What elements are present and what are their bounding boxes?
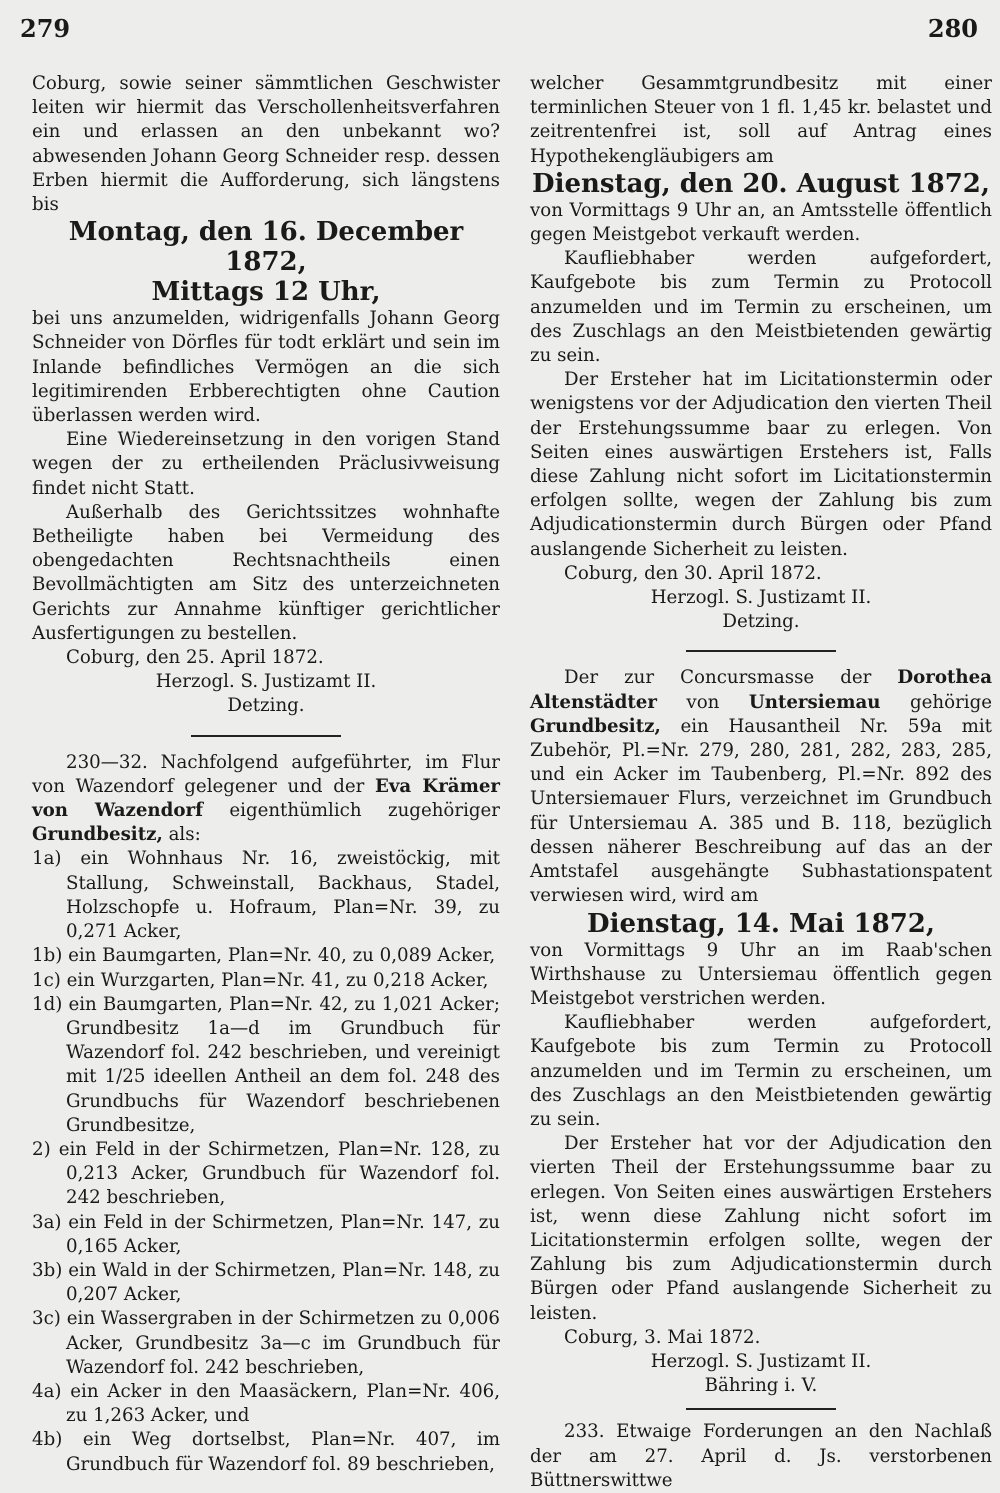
place-date: Coburg, den 25. April 1872. <box>66 647 324 669</box>
signer: Detzing. <box>227 695 305 717</box>
notice-intro: als: <box>168 824 201 846</box>
notice-text: ein Hausantheil Nr. 59a mit Zubehör, Pl.=Nr. 279, 280, 281, 282, 283, 285, und ein Acker im Taubenberg, Pl.=Nr. 892 des Untersiemauer Flurs, verzeichnet im Grundbuch für Untersiemau A. 385 und B. 118, bezüglich dessen näherer Beschreibung auf das an der Amtstafel ausgehängte Subhastationspatent verwiesen wird, wird am <box>530 715 992 907</box>
right-column <box>530 72 992 1493</box>
notice-intro: Der zur Concursmasse der <box>564 667 872 689</box>
list-item: 1d) ein Baumgarten, Plan=Nr. 42, zu 1,021 Acker; Grundbesitz 1a—d im Grundbuch für Wazendorf fol. 242 beschrieben, und vereinigt mit 1/25 ideellen Antheil an dem fol. 248 des Grundbuchs für Wazendorf beschriebenen Grundbesitze, <box>32 993 500 1136</box>
notice-heading <box>530 666 992 908</box>
list-item: 1a) ein Wohnhaus Nr. 16, zweistöckig, mit Stallung, Schweinstall, Backhaus, Stadel, Holzschopfe u. Hofraum, Plan=Nr. 39, zu 0,271 Acker, <box>32 848 500 943</box>
page-number-left: 279 <box>20 14 71 43</box>
list-item: 1c) ein Wurzgarten, Plan=Nr. 41, zu 0,218 Acker, <box>32 969 489 991</box>
section-divider <box>686 650 836 652</box>
notice-text: Der Ersteher hat im Licitationstermin oder wenigstens vor der Adjudication den vierten Theil der Erstehungssumme baar zu erlegen. Von Seiten eines auswärtigen Erstehers ist, Falls diese Zahlung nicht sofort im Licitationstermin erfolgen sollte, wegen der Zahlung bis zum Adjudicationstermin durch Bürgen oder Pfand auslangende Sicherheit zu leisten. <box>530 369 992 560</box>
court-name: Herzogl. S. Justizamt II. <box>650 587 872 609</box>
auction-date: Dienstag, den 20. August 1872, <box>532 168 990 199</box>
property-list <box>32 847 500 1476</box>
notice-heading <box>32 751 500 848</box>
property-word: Grundbesitz, <box>32 824 163 846</box>
list-item: 2) ein Feld in der Schirmetzen, Plan=Nr. 128, zu 0,213 Acker, Grundbuch für Wazendorf fol. 242 beschrieben, <box>32 1138 500 1209</box>
notice-text: Kaufliebhaber werden aufgefordert, Kaufgebote bis zum Termin zu Protocoll anzumelden und im Termin zu erscheinen, um des Zuschlags an den Meistbietenden gewärtig zu sein. <box>530 1012 992 1130</box>
place-date: Coburg, 3. Mai 1872. <box>564 1326 761 1348</box>
signer: Detzing. <box>722 611 800 633</box>
notice-text: Eine Wiedereinsetzung in den vorigen Stand wegen der zu ertheilenden Präclusivweisung findet nicht Statt. <box>32 429 500 499</box>
notice-text: bei uns anzumelden, widrigenfalls Johann Georg Schneider von Dörfles für todt erklärt und sein im Inlande befindliches Vermögen an die sich legitimirenden Erbberechtigten ohne Caution überlassen werden wird. <box>32 308 500 427</box>
notice-text: Coburg, sowie seiner sämmtlichen Geschwister leiten wir hiermit das Verschollenheitsverfahren ein und erlassen an den unbekannt wo? abwesenden Johann Georg Schneider resp. dessen Erben hiermit die Aufforderung, sich längstens bis <box>32 73 500 216</box>
section-divider <box>686 1408 836 1410</box>
owner-name: Dorothea Altenstädter <box>530 667 992 713</box>
notice-intro: 230—32. Nachfolgend aufgeführter, im Flur von Wazendorf gelegener und der <box>32 751 500 797</box>
court-name: Herzogl. S. Justizamt II. <box>155 671 377 693</box>
deadline-time: Mittags 12 Uhr, <box>151 277 381 308</box>
court-name: Herzogl. S. Justizamt II. <box>650 1350 872 1372</box>
notice-text: welcher Gesammtgrundbesitz mit einer terminlichen Steuer von 1 fl. 1,45 kr. belastet und zeitrentenfrei ist, soll auf Antrag eines Hypothekengläubigers am <box>530 73 992 167</box>
left-column <box>32 72 500 1477</box>
notice-text: Kaufliebhaber werden aufgefordert, Kaufgebote bis zum Termin zu Protocoll anzumelden und im Termin zu erscheinen, um des Zuschlags an den Meistbietenden gewärtig zu sein. <box>530 248 992 367</box>
notice-text: Der Ersteher hat vor der Adjudication den vierten Theil der Erstehungssumme baar zu erlegen. Von Seiten eines auswärtigen Erstehers ist, wenn diese Zahlung nicht sofort im Licitationstermin erfolgen sollte, wegen der Zahlung bis zum Adjudicationstermin durch Bürgen oder Pfand auslangende Sicherheit zu leisten. <box>530 1133 992 1324</box>
notice-text: Außerhalb des Gerichtssitzes wohnhafte Betheiligte haben bei Vermeidung des obengedachten Rechtsnachtheils einen Bevollmächtigten am Sitz des unterzeichneten Gerichts zur Annahme künftiger gerichtlicher Ausfertigungen zu bestellen. <box>32 501 500 644</box>
list-item: 3a) ein Feld in der Schirmetzen, Plan=Nr. 147, zu 0,165 Acker, <box>32 1211 500 1257</box>
notice-intro: von <box>686 691 720 713</box>
list-item: 3b) ein Wald in der Schirmetzen, Plan=Nr. 148, zu 0,207 Acker, <box>32 1259 500 1306</box>
owner-name: Eva Krämer von Wazendorf <box>32 775 500 822</box>
notice-intro: eigenthümlich zugehöriger <box>229 800 500 822</box>
notice-intro: gehörige <box>910 691 992 713</box>
place-date: Coburg, den 30. April 1872. <box>564 562 822 584</box>
property-word: Grundbesitz, <box>530 715 661 737</box>
place-name: Untersiemau <box>748 691 881 713</box>
deadline-date: Montag, den 16. December 1872, <box>68 217 464 278</box>
auction-date: Dienstag, 14. Mai 1872, <box>587 908 935 939</box>
notice-text: 233. Etwaige Forderungen an den Nachlaß der am 27. April d. Js. verstorbenen Büttnerswittwe <box>530 1421 992 1491</box>
page-number-right: 280 <box>927 14 978 43</box>
list-item: 3c) ein Wassergraben in der Schirmetzen zu 0,006 Acker, Grundbesitz 3a—c im Grundbuch für Wazendorf fol. 242 beschrieben, <box>32 1308 500 1378</box>
signer: Bähring i. V. <box>704 1375 818 1397</box>
notice-text: von Vormittags 9 Uhr an im Raab'schen Wirthshause zu Untersiemau öffentlich gegen Meistgebot verstrichen werden. <box>530 939 992 1009</box>
list-item: 1b) ein Baumgarten, Plan=Nr. 40, zu 0,089 Acker, <box>32 945 496 967</box>
section-divider <box>191 735 341 737</box>
notice-text: von Vormittags 9 Uhr an, an Amtsstelle öffentlich gegen Meistgebot verkauft werden. <box>530 199 992 246</box>
list-item: 4a) ein Acker in den Maasäckern, Plan=Nr. 406, zu 1,263 Acker, und <box>32 1380 500 1427</box>
list-item: 4b) ein Weg dortselbst, Plan=Nr. 407, im Grundbuch für Wazendorf fol. 89 beschrieben, <box>32 1429 500 1475</box>
